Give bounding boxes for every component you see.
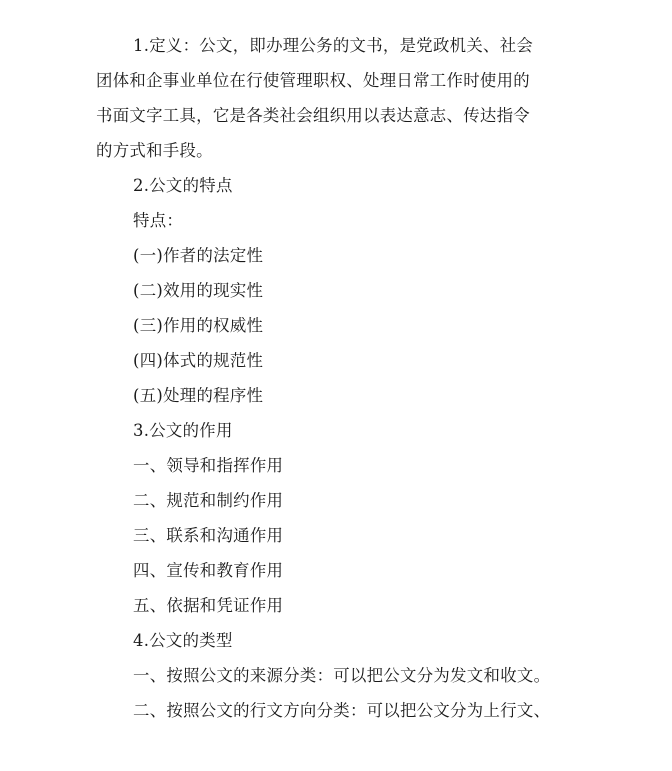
- function-item: 五、依据和凭证作用: [133, 596, 284, 615]
- feature-item: (一)作者的法定性: [133, 246, 264, 265]
- features-heading: 2.公文的特点: [133, 176, 233, 195]
- definition-line-3: 书面文字工具，它是各类社会组织用以表达意志、传达指令: [96, 106, 530, 125]
- definition-line-1: 1.定义：公文，即办理公务的文书，是党政机关、社会: [133, 36, 534, 55]
- type-item: 二、按照公文的行文方向分类：可以把公文分为上行文、: [133, 701, 551, 720]
- definition-line-4: 的方式和手段。: [96, 141, 213, 160]
- type-item: 一、按照公文的来源分类：可以把公文分为发文和收文。: [133, 666, 551, 685]
- function-item: 四、宣传和教育作用: [133, 561, 284, 580]
- feature-item: (五)处理的程序性: [133, 386, 264, 405]
- document-body: [96, 28, 588, 728]
- feature-item: (四)体式的规范性: [133, 351, 264, 370]
- function-item: 三、联系和沟通作用: [133, 526, 284, 545]
- features-label: 特点：: [133, 211, 184, 230]
- types-heading: 4.公文的类型: [133, 631, 233, 650]
- feature-item: (三)作用的权威性: [133, 316, 264, 335]
- function-item: 一、领导和指挥作用: [133, 456, 284, 475]
- feature-item: (二)效用的现实性: [133, 281, 264, 300]
- functions-heading: 3.公文的作用: [133, 421, 233, 440]
- function-item: 二、规范和制约作用: [133, 491, 284, 510]
- definition-line-2: 团体和企事业单位在行使管理职权、处理日常工作时使用的: [96, 71, 530, 90]
